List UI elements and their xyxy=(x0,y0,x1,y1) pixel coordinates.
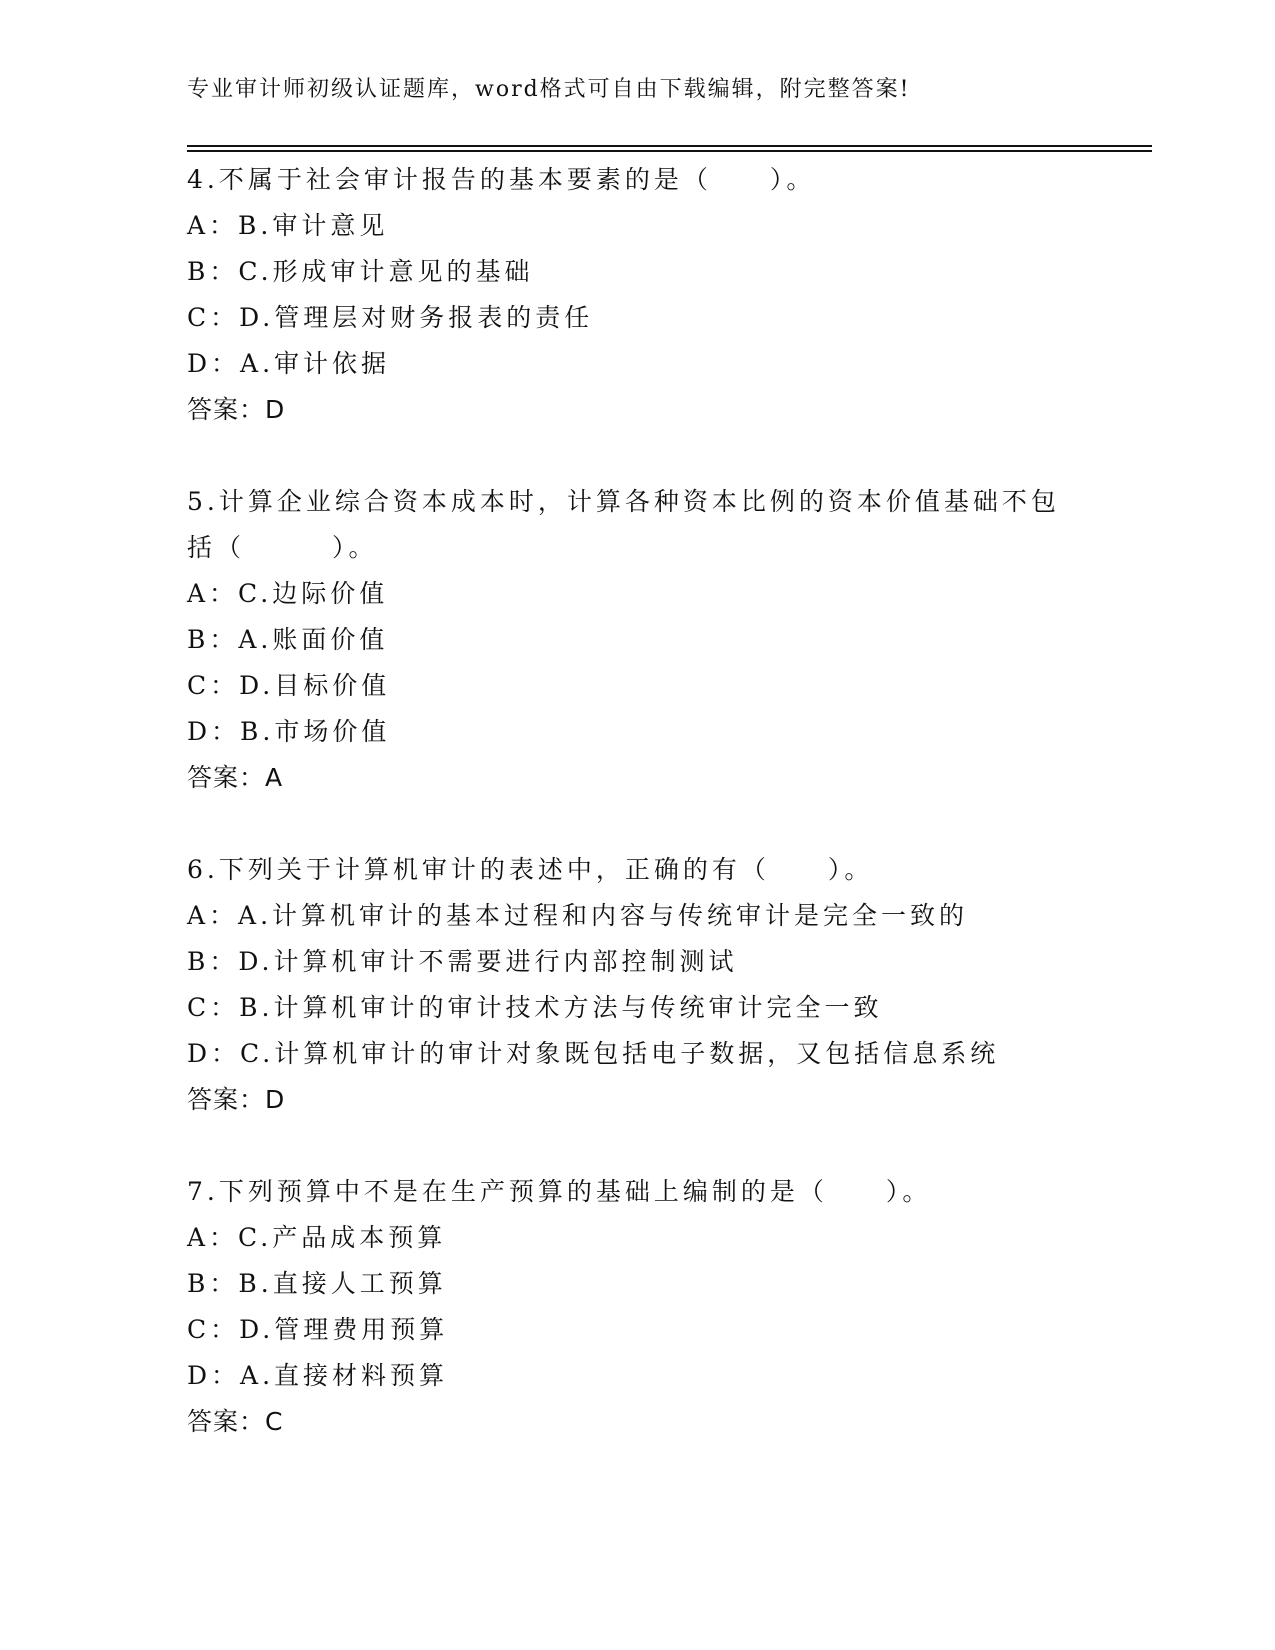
question-spacer xyxy=(187,801,1087,847)
question-5 xyxy=(187,479,1087,801)
answer-line: 答案：C xyxy=(187,1407,284,1436)
question-stem: 7.下列预算中不是在生产预算的基础上编制的是（ ）。 xyxy=(187,1177,932,1206)
option-b: B：D.计算机审计不需要进行内部控制测试 xyxy=(187,947,738,976)
option-a: A：C.边际价值 xyxy=(187,579,389,608)
header-divider xyxy=(187,145,1152,152)
option-c: C：D.目标价值 xyxy=(187,671,391,700)
option-a: A：B.审计意见 xyxy=(187,211,389,240)
question-list xyxy=(187,157,1087,1445)
option-a: A：A.计算机审计的基本过程和内容与传统审计是完全一致的 xyxy=(187,901,969,930)
option-d: D：A.审计依据 xyxy=(187,349,391,378)
option-c: C：B.计算机审计的审计技术方法与传统审计完全一致 xyxy=(187,993,883,1022)
option-d: D：A.直接材料预算 xyxy=(187,1361,449,1390)
question-stem: 5.计算企业综合资本成本时，计算各种资本比例的资本价值基础不包括（ ）。 xyxy=(187,487,1060,562)
question-4 xyxy=(187,157,1087,433)
option-b: B：B.直接人工预算 xyxy=(187,1269,447,1298)
answer-line: 答案：D xyxy=(187,395,286,424)
question-stem: 6.下列关于计算机审计的表述中，正确的有（ ）。 xyxy=(187,855,874,884)
answer-line: 答案：D xyxy=(187,1085,286,1114)
question-spacer xyxy=(187,433,1087,479)
question-spacer xyxy=(187,1123,1087,1169)
option-a: A：C.产品成本预算 xyxy=(187,1223,447,1252)
option-d: D：C.计算机审计的审计对象既包括电子数据，又包括信息系统 xyxy=(187,1039,1000,1068)
option-b: B：A.账面价值 xyxy=(187,625,389,654)
option-c: C：D.管理层对财务报表的责任 xyxy=(187,303,594,332)
answer-line: 答案：A xyxy=(187,763,284,792)
question-6 xyxy=(187,847,1087,1123)
option-c: C：D.管理费用预算 xyxy=(187,1315,449,1344)
question-7 xyxy=(187,1169,1087,1445)
header-note: 专业审计师初级认证题库，word格式可自由下载编辑，附完整答案! xyxy=(187,77,911,102)
option-d: D：B.市场价值 xyxy=(187,717,391,746)
question-stem: 4.不属于社会审计报告的基本要素的是（ ）。 xyxy=(187,165,816,194)
option-b: B：C.形成审计意见的基础 xyxy=(187,257,534,286)
